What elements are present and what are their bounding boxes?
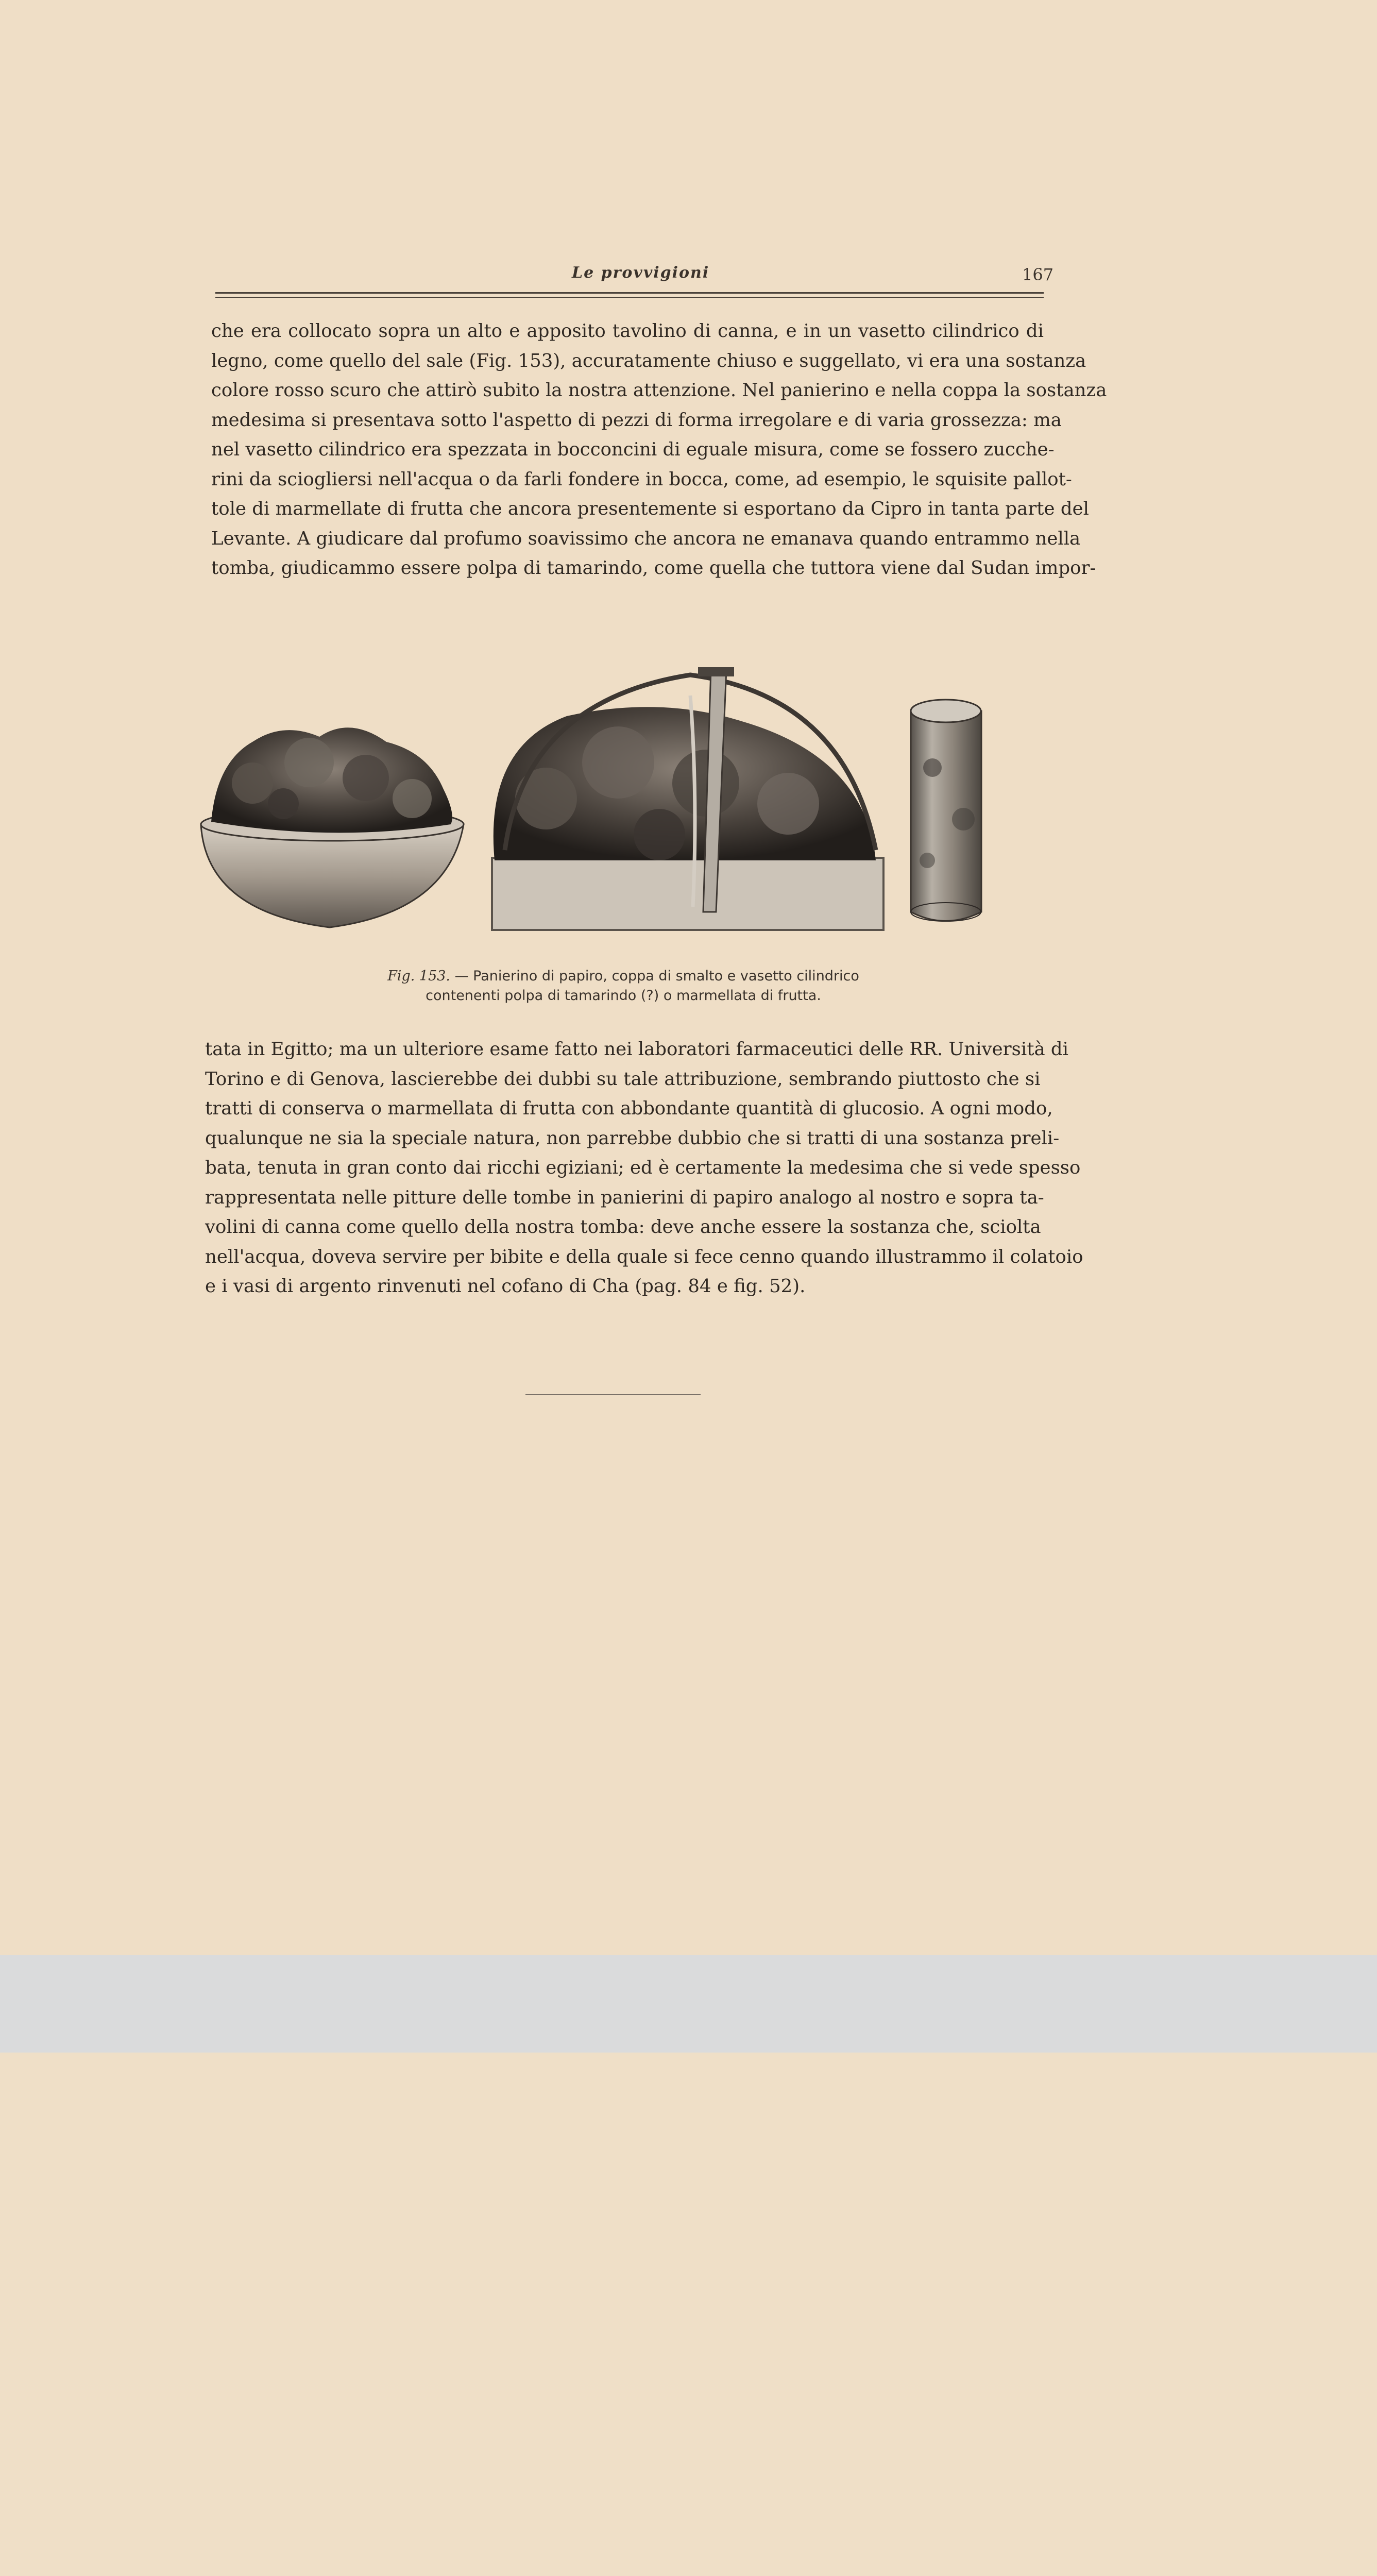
header-rule-top [215,292,1044,294]
jar-illustration [911,700,981,921]
text-line: medesima si presentava sotto l'aspetto di pezzi di forma irregolare e di varia grossezza: ma [211,409,1062,431]
basket-illustration [492,667,883,930]
figure-label: Fig. 153. [387,968,451,984]
caption-line-2: contenenti polpa di tamarindo (?) o marmellata di frutta. [426,988,821,1004]
text-line: rappresentata nelle pitture delle tombe in panierini di papiro analogo al nostro e sopra ta- [205,1187,1044,1208]
text-line: bata, tenuta in gran conto dai ricchi egiziani; ed è certamente la medesima che si vede spesso [205,1157,1081,1178]
text-line: volini di canna come quello della nostra tomba: deve anche essere la sostanza che, sciolta [205,1216,1041,1238]
figure-caption [361,967,886,1006]
text-line: qualunque ne sia la speciale natura, non parrebbe dubbio che si tratti di una sostanza preli- [205,1127,1060,1149]
bowl-illustration [201,727,464,927]
header-rule-bottom [215,297,1044,298]
caption-line-1: — Panierino di papiro, coppa di smalto e vasetto cilindrico [450,968,859,984]
paragraph-2 [205,1035,1083,1301]
text-line: e i vasi di argento rinvenuti nel cofano di Cha (pag. 84 e fig. 52). [205,1276,806,1297]
running-title: Le provvigioni [572,264,710,282]
text-line: tole di marmellate di frutta che ancora presentemente si esportano da Cipro in tanta parte del [211,498,1089,519]
text-line: tomba, giudicammo essere polpa di tamarindo, come quella che tuttora viene dal Sudan impor- [211,557,1096,579]
text-line: tratti di conserva o marmellata di frutta con abbondante quantità di glucosio. A ogni modo, [205,1098,1053,1119]
paragraph-1 [211,316,1107,583]
end-rule [525,1394,701,1395]
text-line: che era collocato sopra un alto e apposito tavolino di canna, e in un vasetto cilindrico di [211,320,1044,342]
page-number: 167 [1022,265,1054,284]
text-line: rini da sciogliersi nell'acqua o da farli fondere in bocca, come, ad esempio, le squisite pallot- [211,468,1072,490]
text-line: legno, come quello del sale (Fig. 153), accuratamente chiuso e suggellato, vi era una sostanza [211,350,1086,371]
text-line: tata in Egitto; ma un ulteriore esame fatto nei laboratori farmaceutici delle RR. Università di [205,1039,1069,1060]
text-line: Levante. A giudicare dal profumo soavissimo che ancora ne emanava quando entrammo nella [211,528,1081,549]
text-line: Torino e di Genova, lascierebbe dei dubbi su tale attribuzione, sembrando piuttosto che si [205,1068,1041,1090]
viewer-footer [0,1955,1377,2053]
text-line: nel vasetto cilindrico era spezzata in bocconcini di eguale misura, come se fossero zucche- [211,439,1055,460]
text-line: colore rosso scuro che attirò subito la nostra attenzione. Nel panierino e nella coppa la sostanza [211,380,1107,401]
figure-153-photo [196,665,1041,943]
text-line: nell'acqua, doveva servire per bibite e della quale si fece cenno quando illustrammo il colatoio [205,1246,1083,1267]
